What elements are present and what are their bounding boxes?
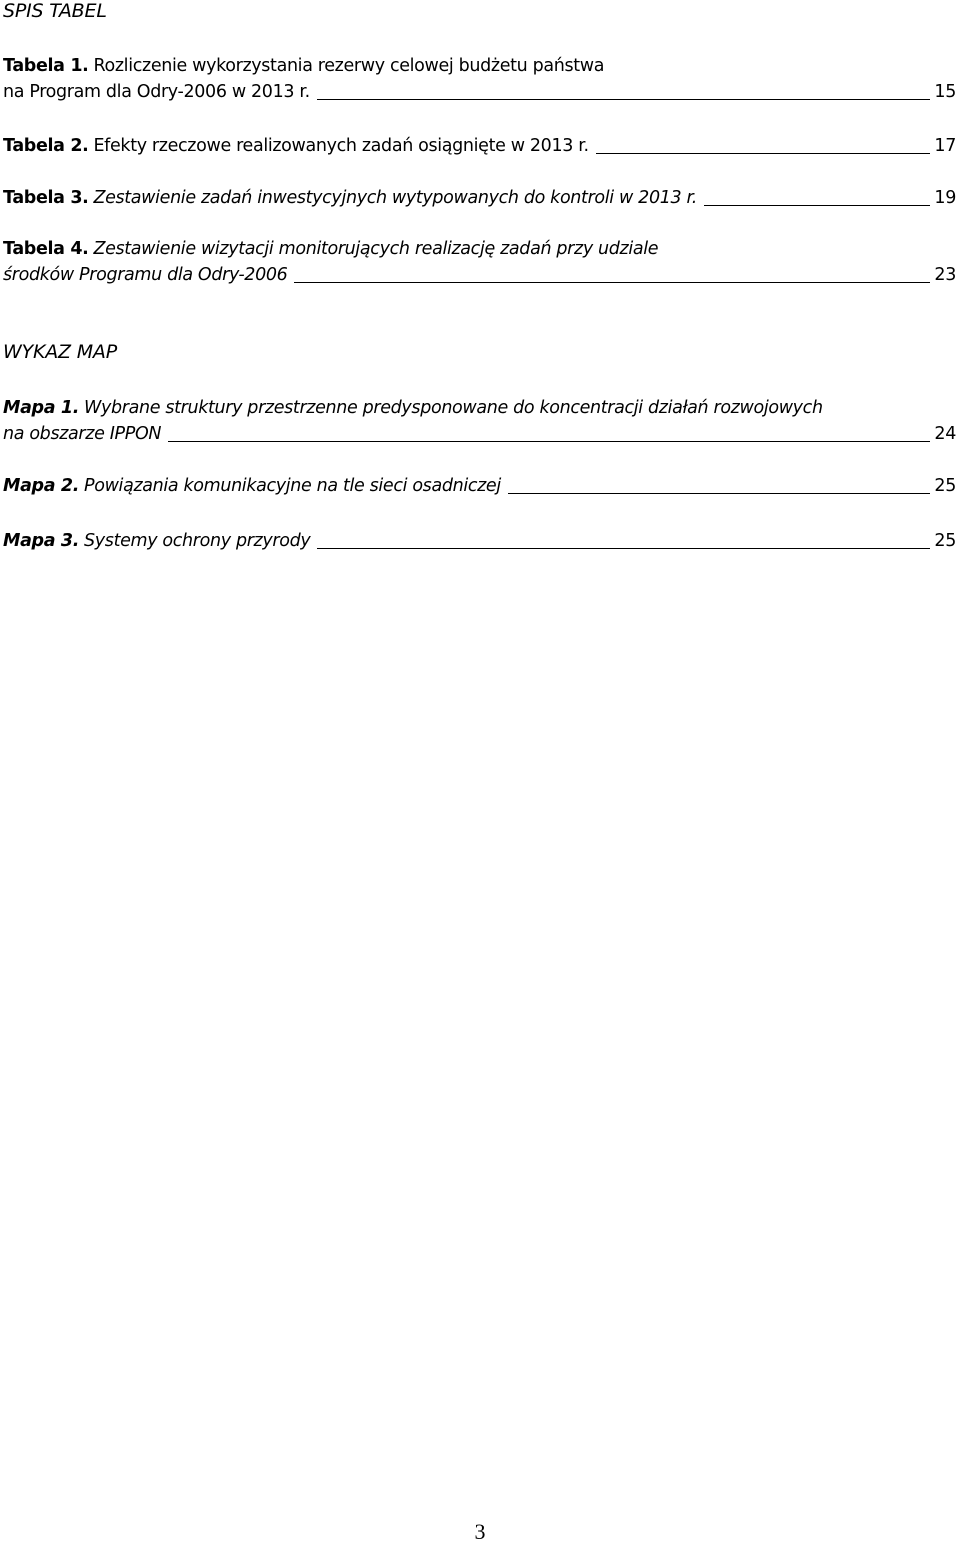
entry-title: Zestawienie zadań inwestycyjnych wytypowanych do kontroli w 2013 r. <box>93 188 697 208</box>
leader-line <box>168 441 930 442</box>
entry-page-number: 25 <box>934 476 956 496</box>
entry-label: Tabela 2. <box>3 136 89 156</box>
leader-line <box>508 493 930 494</box>
entry-title-continued: środków Programu dla Odry-2006 <box>3 265 288 285</box>
leader-line <box>596 153 930 154</box>
entry-label: Tabela 1. <box>3 56 89 76</box>
page-number: 3 <box>474 1519 486 1544</box>
entry-page-number: 17 <box>934 136 956 156</box>
entry-label: Mapa 1. <box>3 398 80 418</box>
tables-heading: SPIS TABEL <box>3 0 107 22</box>
entry-page-number: 23 <box>934 265 956 285</box>
entry-page-number: 15 <box>934 82 956 102</box>
toc-entry-table-4[interactable] <box>3 236 956 288</box>
toc-entry-map-2[interactable] <box>3 473 956 499</box>
entry-page-number: 19 <box>934 188 956 208</box>
entry-label: Tabela 3. <box>3 188 89 208</box>
toc-entry-table-1[interactable] <box>3 53 956 105</box>
entry-title: Zestawienie wizytacji monitorujących realizację zadań przy udziale <box>93 239 659 259</box>
entry-page-number: 25 <box>934 531 956 551</box>
leader-line <box>294 282 930 283</box>
entry-label: Mapa 2. <box>3 476 80 496</box>
leader-line <box>317 548 930 549</box>
entry-title-continued: na Program dla Odry-2006 w 2013 r. <box>3 82 310 102</box>
entry-title: Powiązania komunikacyjne na tle sieci osadniczej <box>84 476 501 496</box>
toc-entry-map-1[interactable] <box>3 395 956 447</box>
entry-label: Mapa 3. <box>3 531 80 551</box>
toc-entry-table-2[interactable] <box>3 133 956 159</box>
entry-page-number: 24 <box>934 424 956 444</box>
leader-line <box>704 205 930 206</box>
entry-label: Tabela 4. <box>3 239 89 259</box>
toc-entry-table-3[interactable] <box>3 185 956 211</box>
entry-title: Rozliczenie wykorzystania rezerwy celowej budżetu państwa <box>93 56 605 76</box>
toc-entry-map-3[interactable] <box>3 528 956 554</box>
entry-title: Efekty rzeczowe realizowanych zadań osiągnięte w 2013 r. <box>93 136 589 156</box>
maps-heading: WYKAZ MAP <box>3 341 117 363</box>
entry-title: Wybrane struktury przestrzenne predysponowane do koncentracji działań rozwojowych <box>84 398 823 418</box>
leader-line <box>317 99 930 100</box>
entry-title: Systemy ochrony przyrody <box>84 531 311 551</box>
entry-title-continued: na obszarze IPPON <box>3 424 162 444</box>
